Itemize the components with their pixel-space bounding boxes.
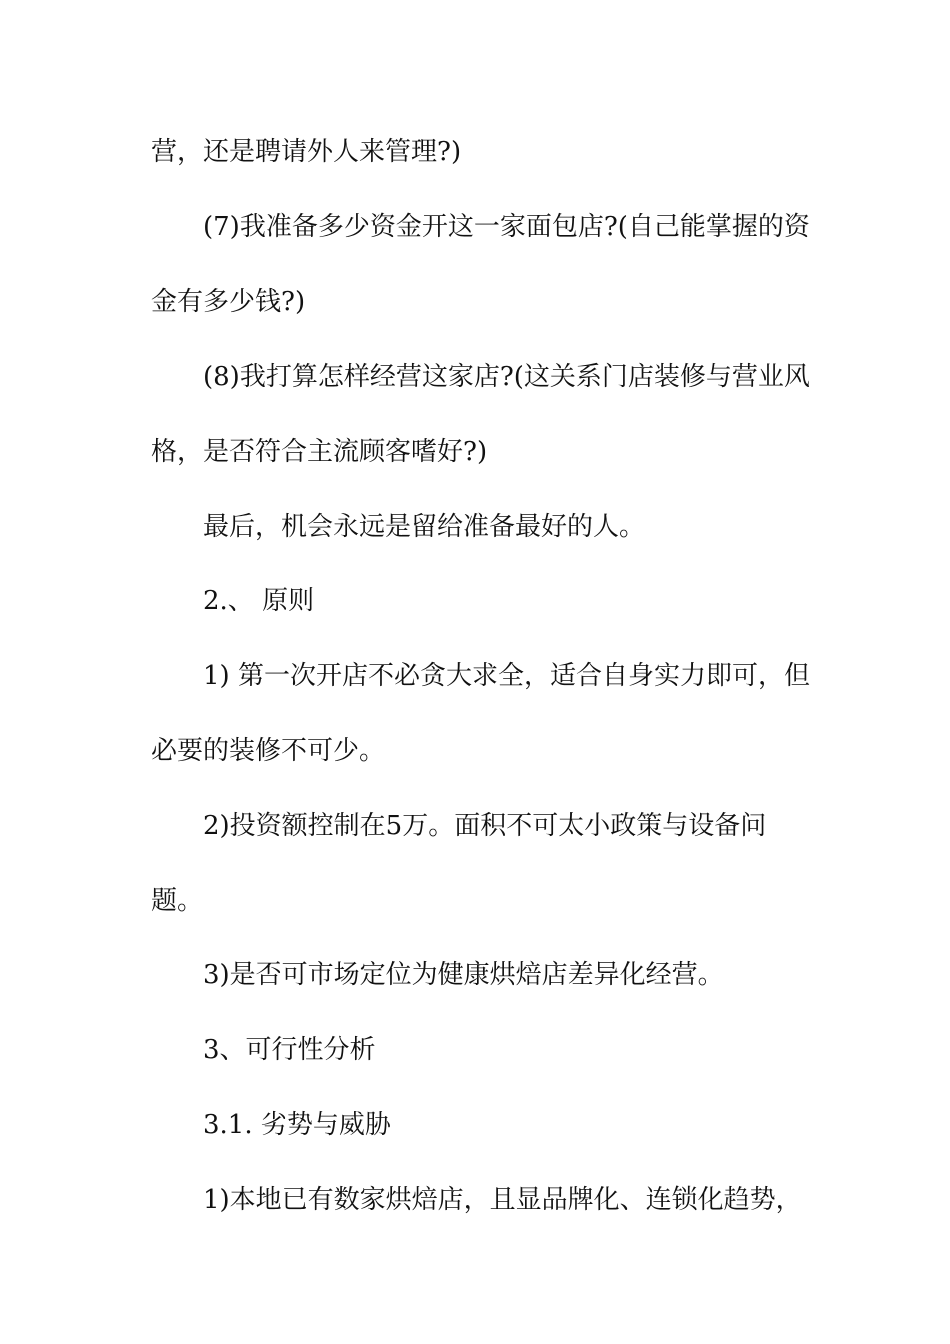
text-line: 格，是否符合主流顾客嗜好?): [151, 437, 488, 467]
text-line: 1)本地已有数家烘焙店，且显品牌化、连锁化趋势，: [203, 1185, 802, 1215]
text-line: 3)是否可市场定位为健康烘焙店差异化经营。: [203, 960, 724, 990]
text-line: 最后，机会永远是留给准备最好的人。: [203, 512, 646, 542]
subsection-heading: 3.1. 劣势与威胁: [203, 1110, 391, 1140]
section-heading: 3、可行性分析: [203, 1035, 376, 1065]
text-line: 必要的装修不可少。: [151, 736, 386, 766]
text-line: 题。: [151, 886, 204, 916]
text-line: 营，还是聘请外人来管理?): [151, 137, 462, 167]
text-line: 2)投资额控制在5万。面积不可太小政策与设备问: [203, 811, 767, 841]
text-line: 1) 第一次开店不必贪大求全，适合自身实力即可，但: [203, 661, 810, 691]
text-line: (8)我打算怎样经营这家店?(这关系门店装修与营业风: [203, 362, 810, 392]
text-line: (7)我准备多少资金开这一家面包店?(自己能掌握的资: [203, 212, 810, 242]
section-heading: 2.、 原则: [203, 586, 315, 616]
text-line: 金有多少钱?): [151, 287, 306, 317]
